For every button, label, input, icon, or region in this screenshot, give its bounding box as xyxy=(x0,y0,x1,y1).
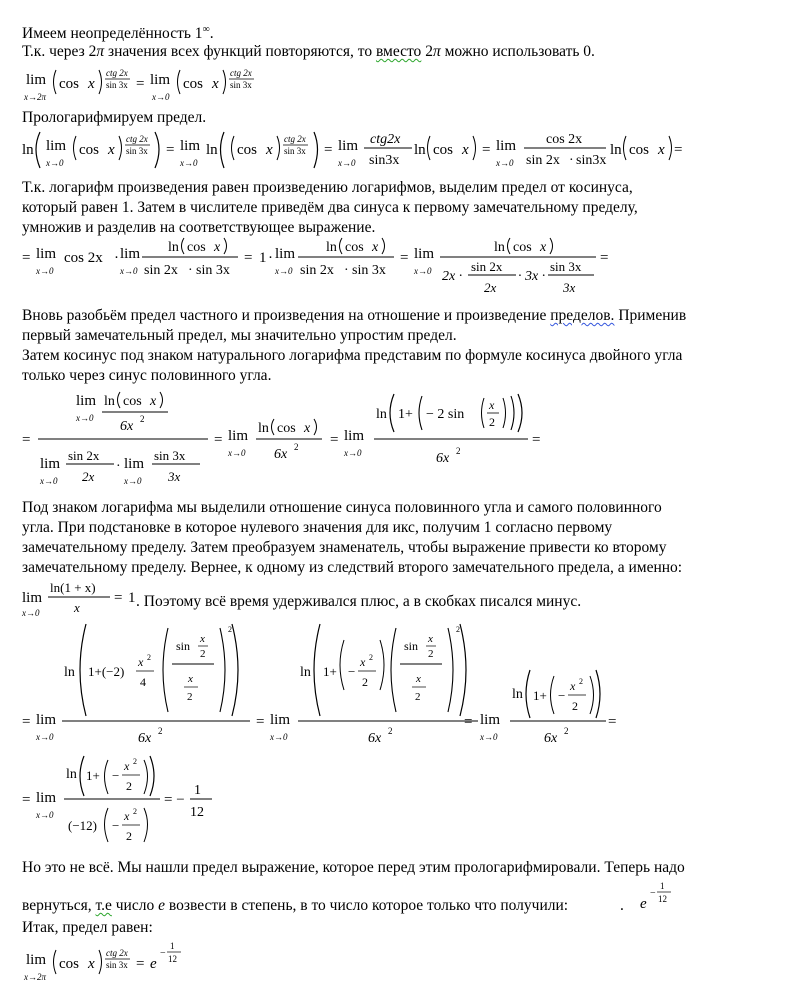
svg-text:6x: 6x xyxy=(274,447,288,462)
svg-text:=: = xyxy=(330,432,339,448)
log-heading: Прологарифмируем предел. xyxy=(22,109,207,126)
formula-4 xyxy=(18,388,578,499)
text-line: угла. При подстановке в которое нулевого значения для икс, получим 1 согласно первому xyxy=(22,519,613,536)
formula-5 xyxy=(18,620,618,755)
formula-6 xyxy=(18,754,238,859)
svg-text:x→0: x→0 xyxy=(275,266,293,276)
svg-text:x→0: x→0 xyxy=(270,732,288,742)
svg-text:2: 2 xyxy=(147,653,151,662)
svg-text:x: x xyxy=(212,76,219,92)
svg-text:cos: cos xyxy=(513,240,532,255)
svg-text:−: − xyxy=(112,818,120,833)
svg-text:ln: ln xyxy=(104,394,115,409)
text-line: Но это не всё. Мы нашли предел выражение, которое перед этим прологарифмировали. Теперь надо xyxy=(22,859,685,876)
text-line: . Поэтому всё время удерживался плюс, а в скобках писался минус. xyxy=(136,593,582,610)
svg-text:x→0: x→0 xyxy=(496,158,514,168)
svg-text:2x ·: 2x · xyxy=(442,269,463,284)
svg-text:x: x xyxy=(150,394,157,409)
svg-text:1: 1 xyxy=(170,941,175,951)
svg-text:x→0: x→0 xyxy=(46,158,64,168)
text-line: замечательному пределу. Затем преобразуем знаменатель, чтобы выражение привести ко второму xyxy=(22,539,667,556)
svg-text:·: · xyxy=(344,263,349,278)
svg-text:lim: lim xyxy=(76,393,97,409)
svg-text:sin 3x: sin 3x xyxy=(196,263,230,278)
text-line: Затем косинус под знаком натурального логарифма представим по формуле косинуса двойного угла xyxy=(22,347,683,364)
svg-text:=: = xyxy=(674,142,683,158)
svg-text:=: = xyxy=(136,956,145,972)
svg-text:−: − xyxy=(160,948,166,959)
svg-text:sin: sin xyxy=(404,639,419,653)
svg-text:2: 2 xyxy=(140,414,145,424)
svg-text:1+: 1+ xyxy=(86,768,100,783)
svg-text:3x: 3x xyxy=(563,280,576,295)
svg-text:cos: cos xyxy=(345,240,364,255)
svg-text:·: · xyxy=(116,459,121,474)
svg-text:cos: cos xyxy=(187,240,206,255)
svg-text:lim: lim xyxy=(344,428,365,444)
svg-text:2x: 2x xyxy=(82,469,95,484)
svg-text:x: x xyxy=(124,809,130,823)
svg-text:ln: ln xyxy=(258,421,269,436)
svg-text:=: = xyxy=(464,714,473,730)
svg-text:cos: cos xyxy=(277,421,296,436)
text-line: который равен 1. Затем в числителе приведём два синуса к первому замечательному пределу, xyxy=(22,199,638,216)
svg-text:ln: ln xyxy=(494,240,505,255)
svg-text:lim: lim xyxy=(414,246,435,262)
svg-text:−: − xyxy=(650,888,656,899)
svg-text:x→2π: x→2π xyxy=(24,972,47,982)
svg-text:6x: 6x xyxy=(120,419,134,434)
svg-text:= −: = − xyxy=(164,792,185,808)
svg-text:·: · xyxy=(188,263,193,278)
svg-text:2: 2 xyxy=(158,726,163,736)
svg-text:1+: 1+ xyxy=(398,407,413,422)
text-line: замечательному пределу. Вернее, к одному из следствий второго замечательного предела, а именно: xyxy=(22,559,683,576)
svg-text:2: 2 xyxy=(388,726,393,736)
svg-text:cos: cos xyxy=(237,142,257,158)
svg-text:3x: 3x xyxy=(168,469,181,484)
svg-text:sin 3x: sin 3x xyxy=(126,146,148,156)
formula-e-power xyxy=(638,880,694,919)
text-line: вернуться, т.е число e возвести в степень, в то число которое только что получили: . xyxy=(22,897,624,914)
svg-text:ln: ln xyxy=(414,142,426,158)
svg-text:· 3x ·: · 3x · xyxy=(518,269,546,284)
svg-text:ln: ln xyxy=(64,665,75,680)
svg-text:2: 2 xyxy=(415,691,421,703)
formula-2 xyxy=(18,126,683,181)
svg-text:x: x xyxy=(658,142,665,158)
svg-text:x: x xyxy=(416,673,421,685)
svg-text:x: x xyxy=(74,600,80,615)
svg-text:x→0: x→0 xyxy=(414,266,432,276)
svg-text:=: = xyxy=(136,76,145,92)
svg-text:x→0: x→0 xyxy=(36,810,54,820)
svg-text:x: x xyxy=(570,679,576,693)
svg-text:cos: cos xyxy=(59,956,79,972)
svg-text:x: x xyxy=(540,240,547,255)
svg-text:=: = xyxy=(22,250,31,266)
svg-text:lim: lim xyxy=(228,428,249,444)
svg-text:=: = xyxy=(114,590,123,606)
svg-text:ctg 2x: ctg 2x xyxy=(284,134,306,144)
svg-text:cos: cos xyxy=(629,142,649,158)
svg-text:·: · xyxy=(569,153,574,168)
svg-text:sin 3x: sin 3x xyxy=(154,448,186,463)
svg-text:lim: lim xyxy=(270,712,291,728)
svg-text:x→0: x→0 xyxy=(338,158,356,168)
svg-text:6x: 6x xyxy=(368,731,382,746)
svg-text:x→0: x→0 xyxy=(152,92,170,102)
svg-text:=: = xyxy=(608,714,617,730)
svg-text:x: x xyxy=(266,142,273,158)
svg-text:x→0: x→0 xyxy=(36,732,54,742)
svg-text:cos: cos xyxy=(183,76,203,92)
svg-text:2: 2 xyxy=(456,446,461,456)
svg-text:6x: 6x xyxy=(138,731,152,746)
svg-text:2: 2 xyxy=(489,415,495,429)
svg-text:12: 12 xyxy=(168,954,177,964)
svg-text:1: 1 xyxy=(194,783,201,798)
svg-text:x→0: x→0 xyxy=(180,158,198,168)
svg-text:lim: lim xyxy=(496,138,517,154)
svg-text:2: 2 xyxy=(200,648,206,660)
svg-text:ln: ln xyxy=(300,665,311,680)
svg-text:1+: 1+ xyxy=(323,664,337,679)
svg-text:sin 2x: sin 2x xyxy=(144,263,178,278)
svg-text:ln: ln xyxy=(22,142,34,158)
svg-text:=: = xyxy=(22,714,31,730)
svg-text:cos: cos xyxy=(59,76,79,92)
svg-text:1: 1 xyxy=(660,881,665,891)
svg-text:=: = xyxy=(324,142,333,158)
svg-text:2: 2 xyxy=(456,625,460,634)
svg-text:x: x xyxy=(200,633,205,645)
svg-text:lim: lim xyxy=(36,246,57,262)
svg-text:ln: ln xyxy=(206,142,218,158)
svg-text:2: 2 xyxy=(564,726,569,736)
svg-text:1: 1 xyxy=(128,590,136,606)
svg-text:cos 2x: cos 2x xyxy=(64,250,103,266)
svg-text:x→0: x→0 xyxy=(76,413,94,423)
svg-text:x: x xyxy=(489,398,495,412)
svg-text:·: · xyxy=(114,250,119,266)
svg-text:12: 12 xyxy=(190,805,204,820)
svg-text:6x: 6x xyxy=(544,731,558,746)
svg-text:2: 2 xyxy=(133,757,137,766)
svg-text:e: e xyxy=(150,956,157,972)
svg-text:x: x xyxy=(304,421,311,436)
svg-text:lim: lim xyxy=(338,138,359,154)
svg-text:=: = xyxy=(22,432,31,448)
svg-text:sin 3x: sin 3x xyxy=(284,146,306,156)
svg-text:sin3x: sin3x xyxy=(369,153,400,168)
svg-text:lim: lim xyxy=(36,790,57,806)
svg-text:x→0: x→0 xyxy=(120,266,138,276)
formula-3 xyxy=(18,234,618,311)
svg-text:e: e xyxy=(640,896,647,912)
svg-text:−: − xyxy=(112,768,120,783)
text-line: Итак, предел равен: xyxy=(22,919,153,936)
svg-text:x→0: x→0 xyxy=(40,476,58,486)
svg-text:=: = xyxy=(482,142,491,158)
svg-text:2: 2 xyxy=(126,829,132,843)
svg-text:12: 12 xyxy=(658,894,667,904)
svg-text:sin 2x: sin 2x xyxy=(300,263,334,278)
svg-text:sin 2x: sin 2x xyxy=(471,259,503,274)
formula-1 xyxy=(22,62,282,113)
svg-text:lim: lim xyxy=(180,138,201,154)
svg-text:sin 2x: sin 2x xyxy=(68,448,100,463)
svg-text:x: x xyxy=(462,142,469,158)
svg-text:x: x xyxy=(124,759,130,773)
svg-text:sin: sin xyxy=(176,639,191,653)
svg-text:x: x xyxy=(372,240,379,255)
svg-text:sin 3x: sin 3x xyxy=(106,960,128,970)
svg-text:x→0: x→0 xyxy=(344,448,362,458)
svg-text:2: 2 xyxy=(294,442,299,452)
svg-text:1+(−2): 1+(−2) xyxy=(88,664,125,679)
svg-text:x: x xyxy=(360,655,366,669)
svg-text:lim: lim xyxy=(275,246,296,262)
svg-text:lim: lim xyxy=(150,72,171,88)
svg-text:=: = xyxy=(400,250,409,266)
svg-text:2: 2 xyxy=(133,807,137,816)
svg-text:2: 2 xyxy=(228,625,232,634)
svg-text:cos: cos xyxy=(123,394,142,409)
svg-text:lim: lim xyxy=(480,712,501,728)
svg-text:x: x xyxy=(108,142,115,158)
svg-text:2: 2 xyxy=(572,699,578,713)
text-line: умножив и разделив на соответствующее выражение. xyxy=(22,219,376,236)
period-line: Т.к. через 2π значения всех функций повторяются, то вместо 2π можно использовать 0. xyxy=(22,43,595,60)
svg-text:4: 4 xyxy=(140,675,146,689)
svg-text:=: = xyxy=(214,432,223,448)
svg-text:x: x xyxy=(88,956,95,972)
svg-text:−: − xyxy=(558,688,566,703)
svg-text:x→0: x→0 xyxy=(22,608,40,618)
svg-text:x: x xyxy=(214,240,221,255)
svg-text:sin 3x: sin 3x xyxy=(106,80,128,90)
svg-text:ln: ln xyxy=(512,687,523,702)
svg-text:2: 2 xyxy=(369,653,373,662)
svg-text:lim: lim xyxy=(22,590,43,606)
svg-text:lim: lim xyxy=(120,246,141,262)
svg-text:sin 3x: sin 3x xyxy=(352,263,386,278)
svg-text:lim: lim xyxy=(124,456,145,472)
svg-text:ln: ln xyxy=(326,240,337,255)
svg-text:lim: lim xyxy=(46,138,67,154)
svg-text:cos 2x: cos 2x xyxy=(546,132,583,147)
svg-text:x: x xyxy=(88,76,95,92)
svg-text:ln: ln xyxy=(610,142,622,158)
svg-text:x→0: x→0 xyxy=(480,732,498,742)
text-line: Под знаком логарифма мы выделили отношение синуса половинного угла и самого половинного xyxy=(22,499,662,516)
text-line: первый замечательный предел, мы значительно упростим предел. xyxy=(22,327,457,344)
svg-text:·: · xyxy=(268,250,273,266)
svg-text:x: x xyxy=(138,655,144,669)
svg-text:=: = xyxy=(256,714,265,730)
svg-text:ln(1 + x): ln(1 + x) xyxy=(50,580,96,595)
svg-text:=: = xyxy=(22,792,31,808)
svg-text:cos: cos xyxy=(433,142,453,158)
svg-text:− 2 sin: − 2 sin xyxy=(426,407,465,422)
svg-text:lim: lim xyxy=(26,952,47,968)
svg-text:x: x xyxy=(428,633,433,645)
svg-text:=: = xyxy=(166,142,175,158)
svg-text:2: 2 xyxy=(579,677,583,686)
formula-final xyxy=(22,938,202,993)
svg-text:(−12): (−12) xyxy=(68,818,97,833)
svg-text:x: x xyxy=(188,673,193,685)
text-line: Вновь разобьём предел частного и произведения на отношение и произведение пределов. Применив xyxy=(22,307,687,324)
svg-text:x→0: x→0 xyxy=(228,448,246,458)
svg-text:ctg 2x: ctg 2x xyxy=(230,68,252,78)
intro-line: Имеем неопределённость 1∞. xyxy=(22,24,214,43)
svg-text:=: = xyxy=(532,432,541,448)
svg-text:2x: 2x xyxy=(484,280,497,295)
svg-text:−: − xyxy=(348,664,356,679)
svg-text:1+: 1+ xyxy=(533,688,547,703)
svg-text:ctg 2x: ctg 2x xyxy=(126,134,148,144)
svg-text:ln: ln xyxy=(66,767,77,782)
svg-text:ctg2x: ctg2x xyxy=(370,132,401,147)
svg-text:lim: lim xyxy=(26,72,47,88)
svg-text:sin 3x: sin 3x xyxy=(230,80,252,90)
svg-text:lim: lim xyxy=(36,712,57,728)
svg-text:6x: 6x xyxy=(436,451,450,466)
svg-text:2: 2 xyxy=(187,691,193,703)
svg-text:ctg 2x: ctg 2x xyxy=(106,68,128,78)
svg-text:2: 2 xyxy=(362,675,368,689)
svg-text:sin3x: sin3x xyxy=(576,153,607,168)
svg-text:ctg 2x: ctg 2x xyxy=(106,948,128,958)
svg-text:x→0: x→0 xyxy=(36,266,54,276)
svg-text:1: 1 xyxy=(259,250,267,266)
svg-text:ln: ln xyxy=(168,240,179,255)
svg-text:2: 2 xyxy=(126,779,132,793)
svg-text:ln: ln xyxy=(376,407,387,422)
svg-text:=: = xyxy=(600,250,609,266)
svg-text:2: 2 xyxy=(428,648,434,660)
svg-text:=: = xyxy=(244,250,253,266)
svg-text:cos: cos xyxy=(79,142,99,158)
svg-text:x→2π: x→2π xyxy=(24,92,47,102)
svg-text:sin 3x: sin 3x xyxy=(550,259,582,274)
svg-text:x→0: x→0 xyxy=(124,476,142,486)
text-line: только через синус половинного угла. xyxy=(22,367,272,384)
svg-text:lim: lim xyxy=(40,456,61,472)
text-line: Т.к. логарифм произведения равен произведению логарифмов, выделим предел от косинуса, xyxy=(22,179,633,196)
svg-text:sin 2x: sin 2x xyxy=(526,153,560,168)
